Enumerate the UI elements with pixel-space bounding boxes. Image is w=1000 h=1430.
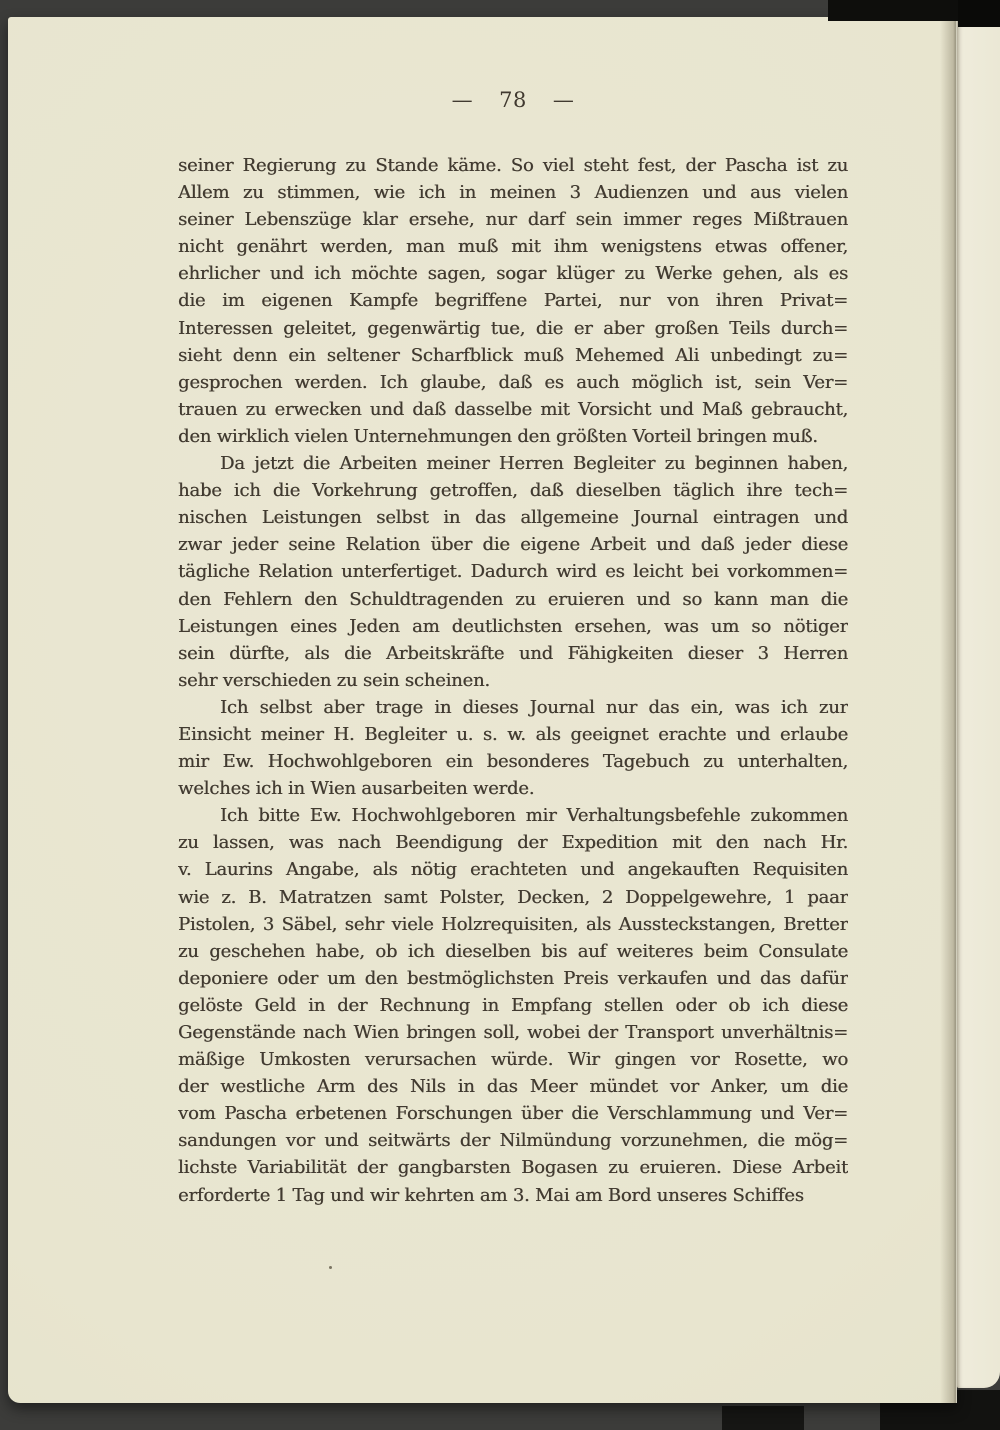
text-line: lichste Variabilität der gangbarsten Bogasen zu eruieren. Diese Arbeit <box>178 1157 848 1179</box>
text-line: sandungen vor und seitwärts der Nilmündung vorzunehmen, die mög= <box>178 1130 848 1152</box>
scanner-tab-bottom <box>722 1406 804 1430</box>
text-line: sein dürfte, als die Arbeitskräfte und Fähigkeiten dieser 3 Herren <box>178 642 848 664</box>
text-line: zwar jeder seine Relation über die eigene Arbeit und daß jeder diese <box>178 534 848 556</box>
paper-speck <box>329 1266 332 1269</box>
text-line: Allem zu stimmen, wie ich in meinen 3 Audienzen und aus vielen <box>178 182 848 204</box>
text-line: die im eigenen Kampfe begriffene Partei, nur von ihren Privat= <box>178 290 848 312</box>
text-line: der westliche Arm des Nils in das Meer mündet vor Anker, um die <box>178 1076 848 1098</box>
text-line: vom Pascha erbetenen Forschungen über die Verschlammung und Ver= <box>178 1103 848 1125</box>
text-line: Da jetzt die Arbeiten meiner Herren Begleiter zu beginnen haben, <box>220 453 848 475</box>
text-line: Interessen geleitet, gegenwärtig tue, die er aber großen Teils durch= <box>178 317 848 339</box>
text-line: gelöste Geld in der Rechnung in Empfang stellen oder ob ich diese <box>178 994 848 1016</box>
text-line: deponiere oder um den bestmöglichsten Preis verkaufen und das dafür <box>178 967 848 989</box>
text-line: erforderte 1 Tag und wir kehrten am 3. Mai am Bord unseres Schiffes <box>178 1184 804 1206</box>
text-line: Gegenstände nach Wien bringen soll, wobei der Transport unverhältnis= <box>178 1022 848 1043</box>
body-paragraph <box>178 450 848 694</box>
text-line: ehrlicher und ich möchte sagen, sogar klüger zu Werke gehen, als es <box>178 263 848 285</box>
body-paragraph <box>178 802 848 1208</box>
text-line: gesprochen werden. Ich glaube, daß es auch möglich ist, sein Ver= <box>178 371 848 393</box>
text-line: Ich bitte Ew. Hochwohlgeboren mir Verhaltungsbefehle zukommen <box>220 805 848 827</box>
page-body-text <box>178 152 848 1209</box>
text-line: Ich selbst aber trage in dieses Journal nur das ein, was ich zur <box>220 696 848 718</box>
text-line: Einsicht meiner H. Begleiter u. s. w. als geeignet erachte und erlaube <box>178 723 848 745</box>
text-line: nicht genährt werden, man muß mit ihm wenigstens etwas offener, <box>178 236 848 258</box>
body-paragraph <box>178 152 848 450</box>
text-line: nischen Leistungen selbst in das allgemeine Journal eintragen und <box>178 507 848 529</box>
facing-page-edge <box>957 14 1000 1388</box>
text-line: habe ich die Vorkehrung getroffen, daß dieselben täglich ihre tech= <box>178 480 848 502</box>
text-line: seiner Lebenszüge klar ersehe, nur darf sein immer reges Mißtrauen <box>178 209 848 231</box>
text-line: den Fehlern den Schuldtragenden zu eruieren und so kann man die <box>178 588 848 610</box>
text-line: tägliche Relation unterfertiget. Dadurch wird es leicht bei vorkommen= <box>178 561 848 583</box>
page-number: 78 <box>499 88 527 112</box>
text-line: mäßige Umkosten verursachen würde. Wir gingen vor Rosette, wo <box>178 1049 848 1071</box>
text-line: den wirklich vielen Unternehmungen den größten Vorteil bringen muß. <box>178 425 818 447</box>
text-line: trauen zu erwecken und daß dasselbe mit Vorsicht und Maß gebraucht, <box>178 398 848 420</box>
text-line: v. Laurins Angabe, als nötig erachteten und angekauften Requisiten <box>178 859 848 881</box>
scanner-tab-top-corner <box>958 0 1000 27</box>
page-number-header <box>178 88 848 112</box>
body-paragraph <box>178 694 848 802</box>
gutter-crease <box>940 17 957 1403</box>
header-dash-right: — <box>552 88 575 112</box>
text-line: Leistungen eines Jeden am deutlichsten ersehen, was um so nötiger <box>178 615 848 637</box>
text-line: wie z. B. Matratzen samt Polster, Decken, 2 Doppelgewehre, 1 paar <box>178 886 848 908</box>
text-line: Pistolen, 3 Säbel, sehr viele Holzrequisiten, als Aussteckstangen, Bretter <box>178 913 848 935</box>
text-line: welches ich in Wien ausarbeiten werde. <box>178 778 535 800</box>
text-line: sehr verschieden zu sein scheinen. <box>178 669 490 691</box>
text-line: mir Ew. Hochwohlgeboren ein besonderes Tagebuch zu unterhalten, <box>178 751 848 773</box>
header-dash-left: — <box>451 88 474 112</box>
text-line: zu lassen, was nach Beendigung der Expedition mit den nach Hr. <box>178 832 848 854</box>
text-line: zu geschehen habe, ob ich dieselben bis auf weiteres beim Consulate <box>178 940 848 962</box>
text-line: sieht denn ein seltener Scharfblick muß Mehemed Ali unbedingt zu= <box>178 344 848 366</box>
text-line: seiner Regierung zu Stande käme. So viel steht fest, der Pascha ist zu <box>178 155 848 176</box>
